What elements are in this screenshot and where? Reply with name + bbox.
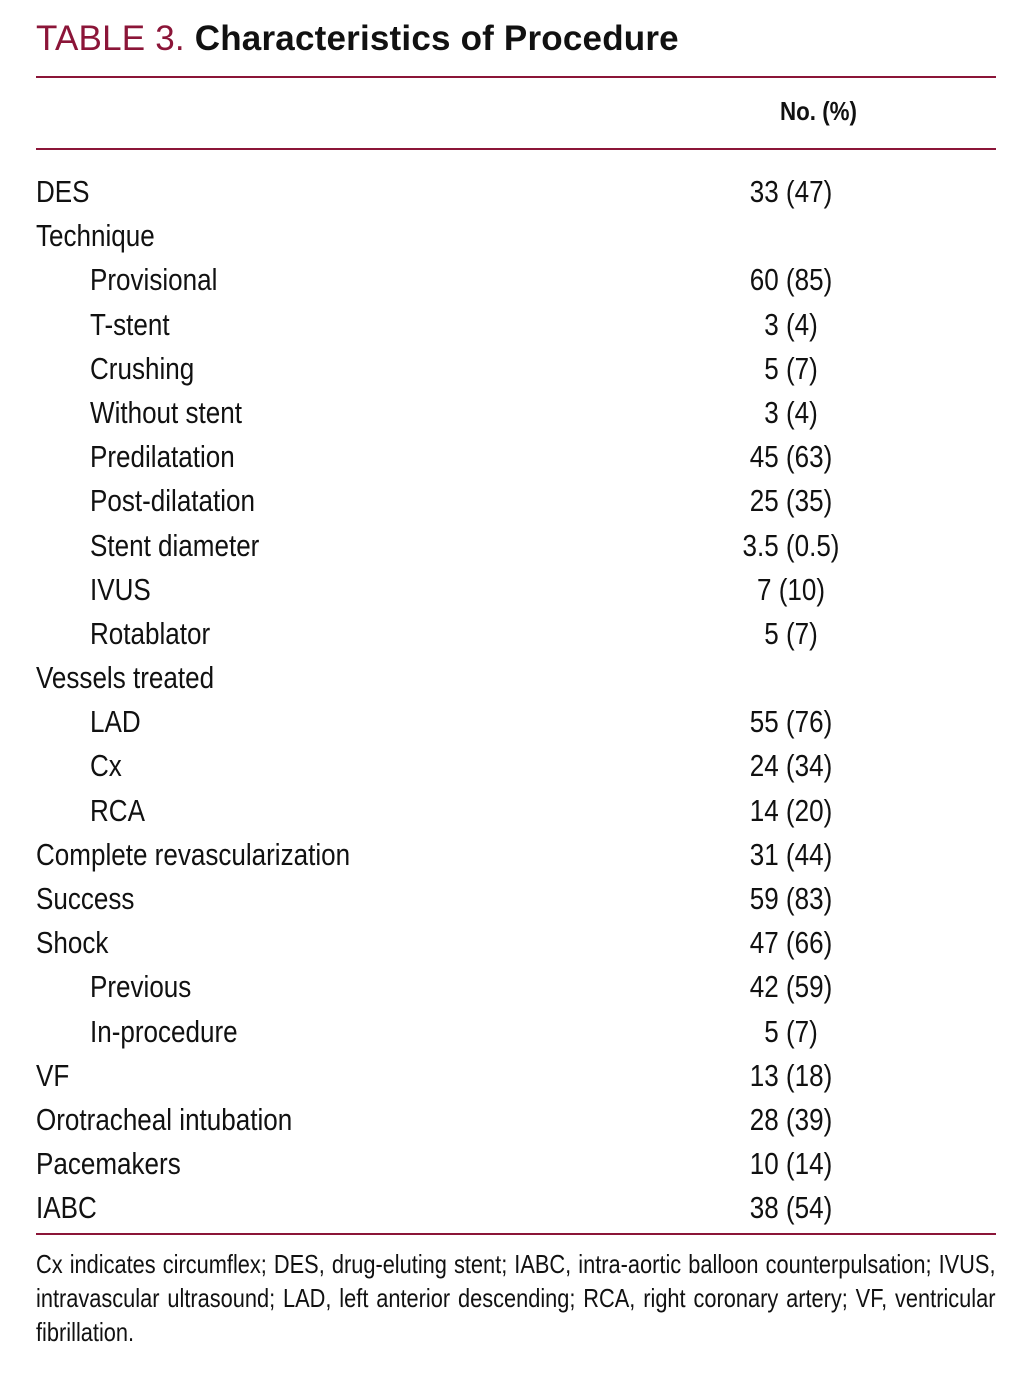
row-label: Cx [90,748,122,784]
row-value: 47 (66) [749,925,833,961]
row-label: In-procedure [90,1013,238,1049]
table-row [36,833,996,877]
table-row [36,1054,996,1098]
table-row [36,391,996,435]
row-value: 7 (10) [756,571,826,607]
table-container [36,14,996,1349]
row-value: 59 (83) [749,881,833,916]
row-label: Vessels treated [36,660,215,696]
row-value: 25 (35) [749,483,833,519]
table-row [36,700,996,744]
table-row [36,1142,996,1186]
row-value: 13 (18) [749,1057,833,1093]
row-value: 28 (39) [749,1101,833,1137]
table-row [36,877,996,921]
row-value: 10 (14) [749,1146,833,1182]
table-row [36,524,996,568]
row-value: 3 (4) [764,306,818,342]
row-label: Pacemakers [36,1146,181,1182]
row-value: 5 (7) [764,350,818,386]
row-label: Stent diameter [90,527,260,563]
row-value: 60 (85) [749,262,833,298]
table-row [36,258,996,302]
row-label: DES [36,174,90,209]
table-row [36,1098,996,1142]
table-row [36,744,996,788]
row-value: 14 (20) [749,792,833,828]
row-value: 5 (7) [764,615,818,651]
table-row [36,568,996,612]
table-row [36,965,996,1009]
row-value: 33 (47) [749,174,833,209]
row-label: Shock [36,925,109,961]
table-row [36,214,996,258]
table-label: TABLE 3. [36,19,185,58]
row-value: 42 (59) [749,969,833,1005]
row-label: LAD [90,704,141,740]
table-body [36,150,996,1233]
row-label: RCA [90,792,145,828]
table-row [36,1010,996,1054]
row-label: Predilatation [90,439,235,475]
column-header-number-percent: No. (%) [780,96,858,126]
row-value: 5 (7) [764,1013,818,1049]
table-footnote: Cx indicates circumflex; DES, drug-eluting stent; IABC, intra-aortic balloon counterpulsation; IVUS, intravascular ultrasound; LAD, left anterior descending; RCA, right coronary artery; VF, ventricular fibrillation. [36,1249,996,1347]
row-value: 3 (4) [764,394,818,430]
row-label: Previous [90,969,192,1005]
table-row [36,303,996,347]
row-label: Complete revascularization [36,836,351,872]
row-label: Post-dilatation [90,483,256,519]
row-label: Rotablator [90,615,211,651]
row-value: 31 (44) [749,836,833,872]
row-label: Without stent [90,394,242,430]
row-value: 45 (63) [749,439,833,475]
table-row [36,347,996,391]
table-row [36,170,996,214]
table-row [36,1186,996,1230]
table-row [36,612,996,656]
row-label: Orotracheal intubation [36,1101,293,1137]
row-label: IABC [36,1190,97,1226]
table-header [36,78,996,148]
row-label: Crushing [90,350,195,386]
row-label: IVUS [90,571,151,607]
row-value: 24 (34) [749,748,833,784]
row-value: 3.5 (0.5) [742,527,840,563]
row-label: Provisional [90,262,218,298]
table-title [36,14,996,64]
row-label: VF [36,1057,70,1093]
table-row [36,789,996,833]
table-row [36,656,996,700]
row-label: Success [36,881,135,916]
row-value: 38 (54) [749,1190,833,1226]
row-value: 55 (76) [749,704,833,740]
bottom-rule [36,1233,996,1235]
table-title-text: Characteristics of Procedure [194,19,679,58]
table-row [36,921,996,965]
table-row [36,435,996,479]
row-label: T-stent [90,306,170,342]
table-row [36,479,996,523]
row-label: Technique [36,218,155,254]
